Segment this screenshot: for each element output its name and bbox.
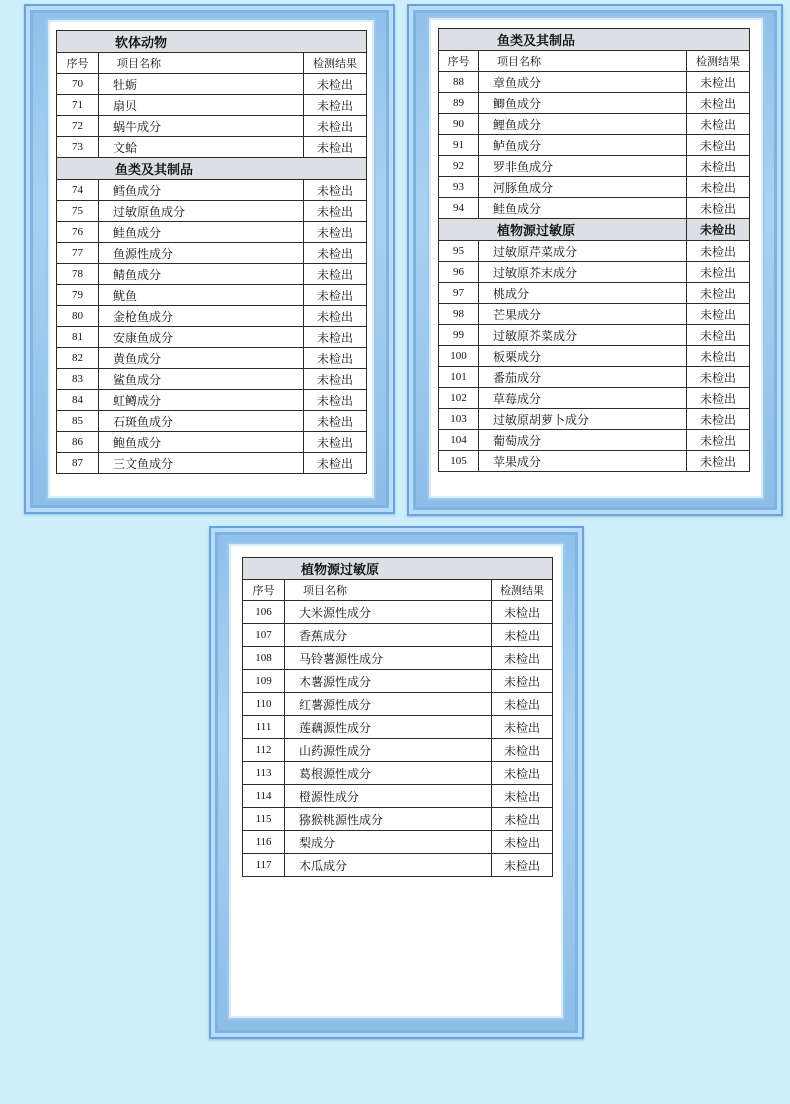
table-row [243, 670, 553, 693]
table-row [243, 647, 553, 670]
test-result: 未检出 [304, 411, 367, 432]
row-number: 93 [439, 177, 479, 198]
table-row [57, 348, 367, 369]
test-result: 未检出 [304, 348, 367, 369]
row-number: 112 [243, 739, 285, 762]
item-name: 芒果成分 [479, 304, 687, 325]
test-result: 未检出 [304, 201, 367, 222]
row-number: 72 [57, 116, 99, 137]
column-header-row [57, 53, 367, 74]
row-number: 73 [57, 137, 99, 158]
table-row [57, 327, 367, 348]
item-name: 葡萄成分 [479, 430, 687, 451]
row-number: 108 [243, 647, 285, 670]
test-result: 未检出 [304, 306, 367, 327]
item-name: 章鱼成分 [479, 72, 687, 93]
table-row [439, 114, 750, 135]
col-header-no: 序号 [439, 51, 479, 72]
item-name: 梨成分 [285, 831, 492, 854]
test-result: 未检出 [687, 93, 750, 114]
table-row [57, 180, 367, 201]
test-result: 未检出 [304, 74, 367, 95]
row-number: 103 [439, 409, 479, 430]
item-name: 罗非鱼成分 [479, 156, 687, 177]
test-result: 未检出 [687, 304, 750, 325]
row-number: 105 [439, 451, 479, 472]
test-result: 未检出 [492, 601, 553, 624]
row-number: 75 [57, 201, 99, 222]
table-row [243, 808, 553, 831]
results-table-3 [242, 557, 553, 877]
item-name: 鲈鱼成分 [479, 135, 687, 156]
row-number: 116 [243, 831, 285, 854]
table-row [439, 304, 750, 325]
table-row [439, 198, 750, 219]
col-header-result: 检测结果 [304, 53, 367, 74]
item-name: 蜗牛成分 [99, 116, 304, 137]
row-number: 94 [439, 198, 479, 219]
item-name: 文蛤 [99, 137, 304, 158]
col-header-result: 检测结果 [687, 51, 750, 72]
test-result: 未检出 [304, 432, 367, 453]
test-result: 未检出 [687, 283, 750, 304]
table-row [57, 390, 367, 411]
table-row [439, 451, 750, 472]
item-name: 桃成分 [479, 283, 687, 304]
test-result: 未检出 [492, 693, 553, 716]
item-name: 香蕉成分 [285, 624, 492, 647]
col-header-no: 序号 [243, 580, 285, 601]
item-name: 鲑鱼成分 [479, 198, 687, 219]
results-table-2 [438, 28, 750, 472]
test-result: 未检出 [492, 716, 553, 739]
row-number: 106 [243, 601, 285, 624]
row-number: 85 [57, 411, 99, 432]
row-number: 83 [57, 369, 99, 390]
row-number: 84 [57, 390, 99, 411]
item-name: 石斑鱼成分 [99, 411, 304, 432]
table-row [57, 201, 367, 222]
item-name: 山药源性成分 [285, 739, 492, 762]
row-number: 102 [439, 388, 479, 409]
row-number: 101 [439, 367, 479, 388]
row-number: 92 [439, 156, 479, 177]
item-name: 过敏原芥菜成分 [479, 325, 687, 346]
column-header-row [243, 580, 553, 601]
results-table-1 [56, 30, 367, 474]
table-row [57, 411, 367, 432]
row-number: 79 [57, 285, 99, 306]
row-number: 81 [57, 327, 99, 348]
item-name: 猕猴桃源性成分 [285, 808, 492, 831]
row-number: 96 [439, 262, 479, 283]
test-result: 未检出 [687, 388, 750, 409]
section-title: 鱼类及其制品 [439, 29, 750, 51]
item-name: 鲍鱼成分 [99, 432, 304, 453]
test-result: 未检出 [304, 116, 367, 137]
test-result: 未检出 [492, 785, 553, 808]
test-result: 未检出 [687, 72, 750, 93]
table-row [439, 346, 750, 367]
table-row [439, 241, 750, 262]
test-result: 未检出 [304, 180, 367, 201]
table-row [439, 135, 750, 156]
item-name: 金枪鱼成分 [99, 306, 304, 327]
row-number: 82 [57, 348, 99, 369]
row-number: 89 [439, 93, 479, 114]
item-name: 鲫鱼成分 [479, 93, 687, 114]
test-result: 未检出 [687, 430, 750, 451]
table-row [243, 693, 553, 716]
col-header-name: 项目名称 [479, 51, 687, 72]
item-name: 鱼源性成分 [99, 243, 304, 264]
row-number: 80 [57, 306, 99, 327]
test-result: 未检出 [304, 95, 367, 116]
item-name: 马铃薯源性成分 [285, 647, 492, 670]
row-number: 100 [439, 346, 479, 367]
table-row [57, 285, 367, 306]
row-number: 86 [57, 432, 99, 453]
test-result: 未检出 [687, 367, 750, 388]
item-name: 板栗成分 [479, 346, 687, 367]
table-row [57, 116, 367, 137]
table-row [439, 156, 750, 177]
item-name: 鲭鱼成分 [99, 264, 304, 285]
table-row [439, 430, 750, 451]
test-result: 未检出 [492, 670, 553, 693]
col-header-result: 检测结果 [492, 580, 553, 601]
test-result: 未检出 [492, 647, 553, 670]
table-row [439, 409, 750, 430]
section-header-row [439, 29, 750, 51]
table-row [439, 367, 750, 388]
row-number: 107 [243, 624, 285, 647]
table-row [57, 306, 367, 327]
test-result: 未检出 [492, 831, 553, 854]
test-result: 未检出 [687, 262, 750, 283]
item-name: 牡蛎 [99, 74, 304, 95]
test-result: 未检出 [304, 327, 367, 348]
col-header-name: 项目名称 [285, 580, 492, 601]
section-title: 软体动物 [57, 31, 367, 53]
test-result: 未检出 [492, 624, 553, 647]
test-result: 未检出 [304, 137, 367, 158]
section-header-row [57, 31, 367, 53]
test-result: 未检出 [492, 808, 553, 831]
table-row [439, 177, 750, 198]
table-row [243, 762, 553, 785]
table-row [243, 601, 553, 624]
test-result: 未检出 [304, 285, 367, 306]
table-row [439, 283, 750, 304]
section-title: 植物源过敏原 [439, 219, 687, 241]
item-name: 过敏原芥末成分 [479, 262, 687, 283]
row-number: 109 [243, 670, 285, 693]
test-result: 未检出 [687, 177, 750, 198]
item-name: 过敏原胡萝卜成分 [479, 409, 687, 430]
item-name: 虹鳟成分 [99, 390, 304, 411]
item-name: 黄鱼成分 [99, 348, 304, 369]
item-name: 鲤鱼成分 [479, 114, 687, 135]
test-result: 未检出 [304, 222, 367, 243]
item-name: 苹果成分 [479, 451, 687, 472]
item-name: 葛根源性成分 [285, 762, 492, 785]
item-name: 河豚鱼成分 [479, 177, 687, 198]
test-result: 未检出 [687, 241, 750, 262]
row-number: 90 [439, 114, 479, 135]
item-name: 过敏原鱼成分 [99, 201, 304, 222]
item-name: 橙源性成分 [285, 785, 492, 808]
table-row [243, 716, 553, 739]
row-number: 113 [243, 762, 285, 785]
row-number: 99 [439, 325, 479, 346]
table-row [57, 222, 367, 243]
table-row [57, 453, 367, 474]
section-header-row [57, 158, 367, 180]
table-row [439, 93, 750, 114]
row-number: 117 [243, 854, 285, 877]
item-name: 木薯源性成分 [285, 670, 492, 693]
test-result: 未检出 [687, 346, 750, 367]
test-result: 未检出 [304, 390, 367, 411]
test-result: 未检出 [687, 451, 750, 472]
item-name: 红薯源性成分 [285, 693, 492, 716]
row-number: 104 [439, 430, 479, 451]
table-row [57, 243, 367, 264]
row-number: 77 [57, 243, 99, 264]
table-row [243, 739, 553, 762]
item-name: 大米源性成分 [285, 601, 492, 624]
section-title: 鱼类及其制品 [57, 158, 367, 180]
table-row [57, 74, 367, 95]
table-row [243, 785, 553, 808]
row-number: 74 [57, 180, 99, 201]
row-number: 87 [57, 453, 99, 474]
item-name: 鳕鱼成分 [99, 180, 304, 201]
table-row [243, 831, 553, 854]
column-header-row [439, 51, 750, 72]
test-result: 未检出 [687, 114, 750, 135]
row-number: 98 [439, 304, 479, 325]
item-name: 扇贝 [99, 95, 304, 116]
row-number: 78 [57, 264, 99, 285]
item-name: 莲藕源性成分 [285, 716, 492, 739]
table-row [243, 854, 553, 877]
item-name: 鲨鱼成分 [99, 369, 304, 390]
row-number: 115 [243, 808, 285, 831]
test-result: 未检出 [304, 243, 367, 264]
row-number: 71 [57, 95, 99, 116]
item-name: 过敏原芹菜成分 [479, 241, 687, 262]
row-number: 97 [439, 283, 479, 304]
test-result: 未检出 [687, 198, 750, 219]
col-header-name: 项目名称 [99, 53, 304, 74]
table-row [439, 325, 750, 346]
item-name: 鱿鱼 [99, 285, 304, 306]
table-row [243, 624, 553, 647]
col-header-no: 序号 [57, 53, 99, 74]
item-name: 安康鱼成分 [99, 327, 304, 348]
row-number: 91 [439, 135, 479, 156]
item-name: 鲑鱼成分 [99, 222, 304, 243]
test-result: 未检出 [304, 264, 367, 285]
test-result: 未检出 [492, 854, 553, 877]
test-result: 未检出 [304, 369, 367, 390]
item-name: 木瓜成分 [285, 854, 492, 877]
test-result: 未检出 [687, 409, 750, 430]
row-number: 110 [243, 693, 285, 716]
row-number: 114 [243, 785, 285, 808]
table-row [57, 369, 367, 390]
item-name: 草莓成分 [479, 388, 687, 409]
item-name: 番茄成分 [479, 367, 687, 388]
test-result: 未检出 [687, 325, 750, 346]
test-result: 未检出 [687, 156, 750, 177]
row-number: 70 [57, 74, 99, 95]
table-row [57, 95, 367, 116]
test-result: 未检出 [687, 135, 750, 156]
item-name: 三文鱼成分 [99, 453, 304, 474]
section-header-row [243, 558, 553, 580]
test-result: 未检出 [492, 762, 553, 785]
row-number: 111 [243, 716, 285, 739]
table-row [439, 72, 750, 93]
table-row [439, 262, 750, 283]
row-number: 88 [439, 72, 479, 93]
table-row [439, 388, 750, 409]
table-row [57, 432, 367, 453]
test-result: 未检出 [492, 739, 553, 762]
row-number: 76 [57, 222, 99, 243]
test-result: 未检出 [304, 453, 367, 474]
row-number: 95 [439, 241, 479, 262]
section-header-row [439, 219, 750, 241]
table-row [57, 137, 367, 158]
table-row [57, 264, 367, 285]
section-title: 植物源过敏原 [243, 558, 553, 580]
section-result: 未检出 [687, 219, 750, 241]
